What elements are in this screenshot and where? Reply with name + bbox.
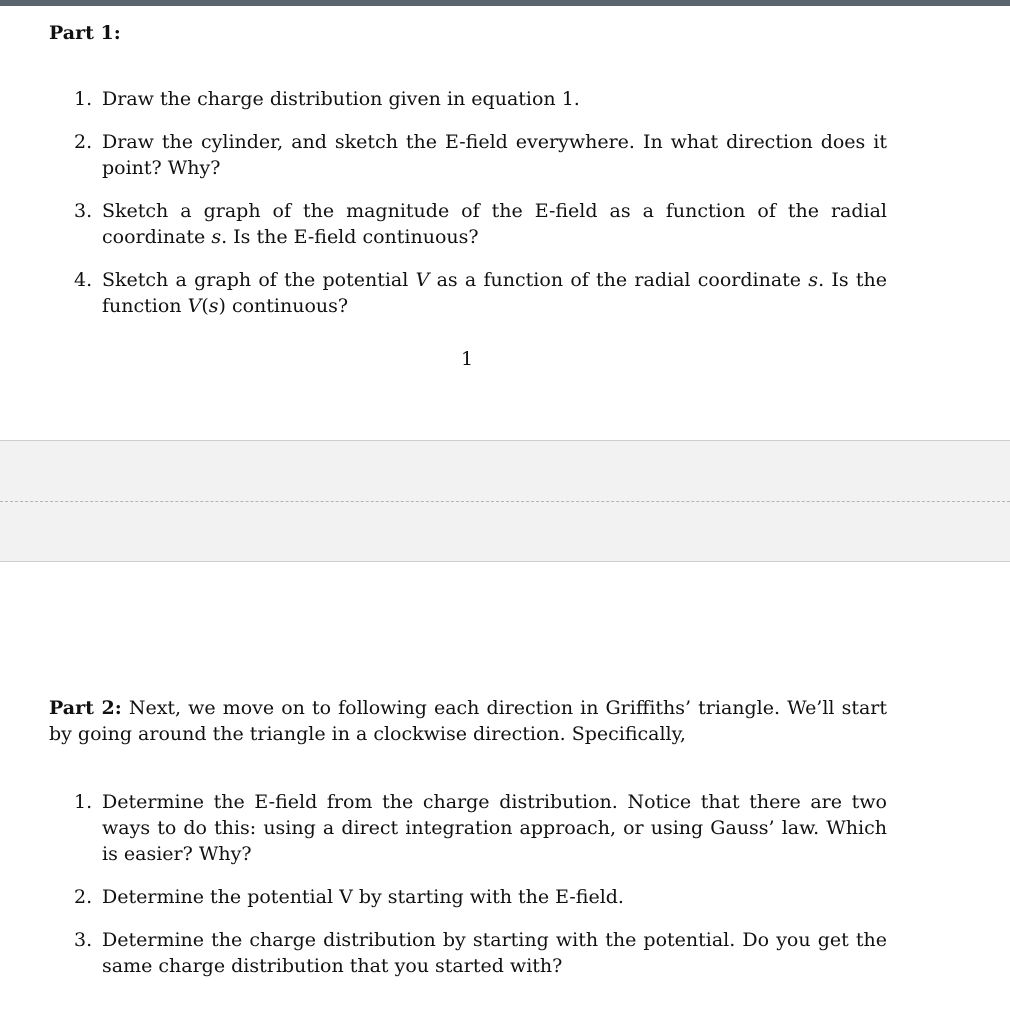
part1-heading: Part 1: [49,22,121,44]
list-item: 2. Draw the cylinder, and sketch the E-field everywhere. In what direction does it point? Why? [74,131,887,179]
part1-list [74,86,887,336]
list-item: 2. Determine the potential V by starting with the E-field. [74,886,624,908]
part2-heading: Part 2: [49,697,122,719]
item-text: Draw the charge distribution given in equation 1. [102,88,580,110]
list-item: 4. Sketch a graph of the potential V as a function of the radial coordinate s. Is the function V(s) continuous? [74,269,887,317]
list-item: 1. Draw the charge distribution given in equation 1. [74,88,580,110]
page-break-divider [0,501,1010,502]
part2-intro: Part 2: Next, we move on to following each direction in Griffiths’ triangle. We’ll start by going around the triangle in a clockwise direction. Specifically, [49,697,887,745]
item-text: Sketch a graph of the magnitude of the E-field as a function of the radial coordinate s. Is the E-field continuous? [102,200,887,248]
list-item: 3. Determine the charge distribution by starting with the potential. Do you get the same charge distribution that you started with? [74,929,887,977]
page-number: 1 [460,348,474,370]
page-1 [0,6,1010,440]
list-item: 1. Determine the E-field from the charge distribution. Notice that there are two ways to do this: using a direct integration approach, or using Gauss’ law. Which is easier? Why? [74,791,887,865]
item-text: Draw the cylinder, and sketch the E-field everywhere. In what direction does it point? Why? [102,131,887,179]
page-2 [0,562,1010,1024]
page-gap [0,440,1010,562]
item-text: Sketch a graph of the potential V as a function of the radial coordinate s. Is the function V(s) continuous? [102,269,887,317]
part2-list [74,789,887,996]
item-text: Determine the charge distribution by starting with the potential. Do you get the same charge distribution that you started with? [102,929,887,977]
item-text: Determine the potential V by starting with the E-field. [102,886,624,908]
list-item: 3. Sketch a graph of the magnitude of the E-field as a function of the radial coordinate s. Is the E-field continuous? [74,200,887,248]
item-text: Determine the E-field from the charge distribution. Notice that there are two ways to do this: using a direct integration approach, or using Gauss’ law. Which is easier? Why? [102,791,887,865]
